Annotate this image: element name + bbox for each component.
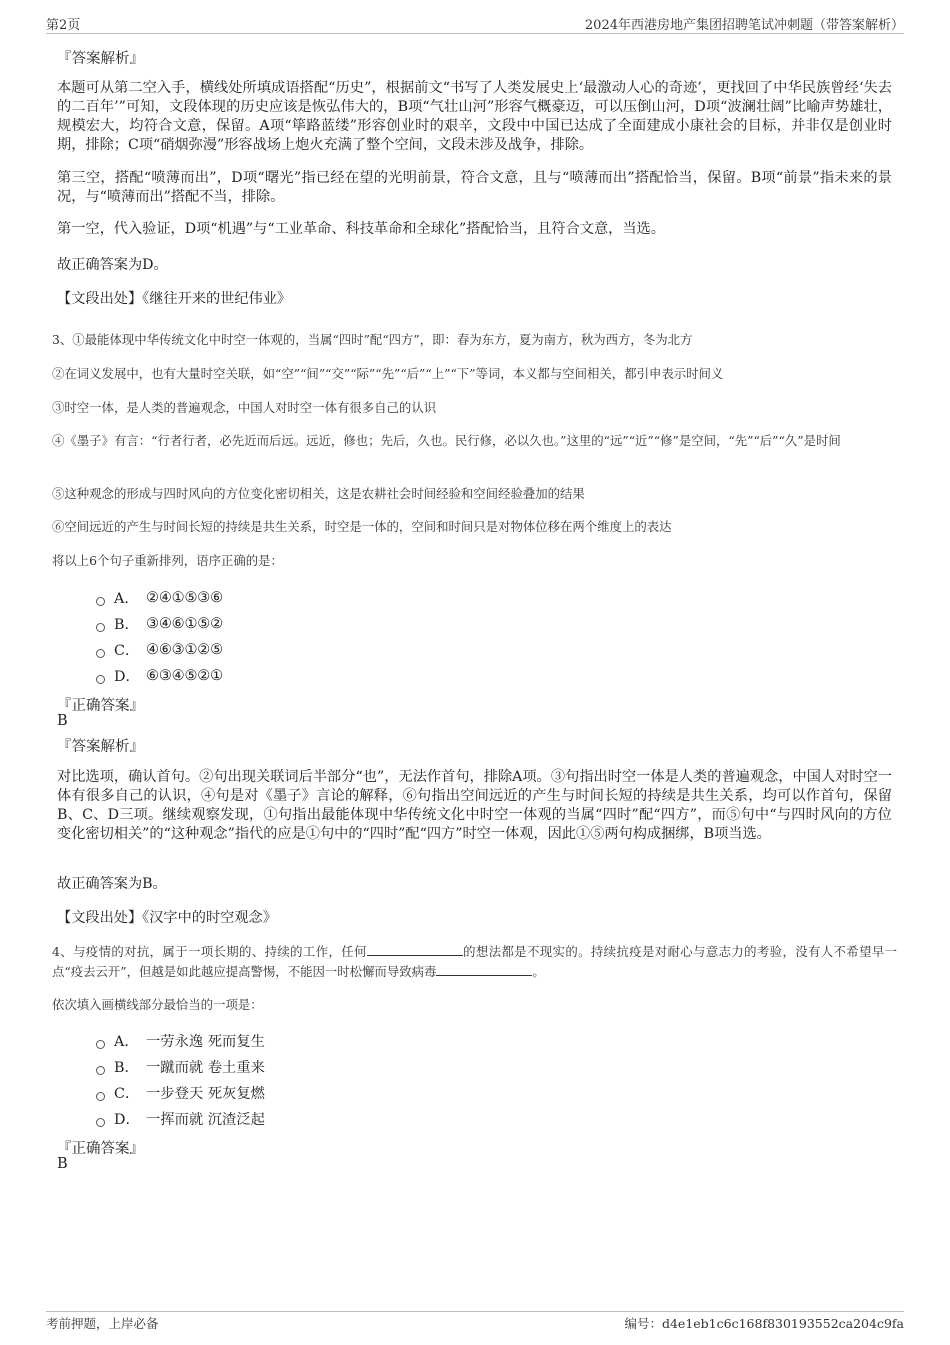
option-text: ⑥③④⑤②① <box>146 668 223 684</box>
correct-answer: B <box>57 713 68 729</box>
document-title: 2024年西港房地产集团招聘笔试冲刺题（带答案解析） <box>584 18 904 33</box>
option-text: ②④①⑤③⑥ <box>146 590 223 606</box>
option-b[interactable] <box>96 1056 265 1078</box>
option-c[interactable] <box>96 1082 265 1104</box>
option-a[interactable] <box>96 587 223 609</box>
radio-icon[interactable] <box>96 649 105 658</box>
fill-blank-1 <box>367 943 463 956</box>
option-text: 一步登天 死灰复燃 <box>146 1086 265 1102</box>
radio-icon[interactable] <box>96 623 105 632</box>
header-divider <box>46 33 904 34</box>
question-stem <box>52 942 897 982</box>
analysis-tag: 『答案解析』 <box>57 739 144 755</box>
option-letter: B． <box>114 1060 139 1076</box>
option-letter: C． <box>114 1086 140 1102</box>
document-code: 编号：d4e1eb1c6c168f830193552ca204c9fa <box>624 1316 904 1331</box>
correct-answer: B <box>57 1156 68 1172</box>
option-b[interactable] <box>96 613 223 635</box>
question-prompt: 依次填入画横线部分最恰当的一项是： <box>52 997 263 1012</box>
analysis-paragraph: 本题可从第二空入手，横线处所填成语搭配“历史”，根据前文“书写了人类发展史上‘最激动人心的奇迹’，更找回了中华民族曾经‘失去的二百年’”可知，文段体现的历史应该是恢弘伟大的，B项“气壮山河”形容气概豪迈，可以压倒山河，D项“波澜壮阔”比喻声势雄壮，规模宏大，均符合文意，保留。A项“筚路蓝缕”形容创业时的艰辛，文段中中国已达成了全面建成小康社会的目标，并非仅是创业时期，排除；C项“硝烟弥漫”形容战场上炮火充满了整个空间，文段未涉及战争，排除。 <box>57 80 892 153</box>
option-d[interactable] <box>96 1108 265 1130</box>
radio-icon[interactable] <box>96 1092 105 1101</box>
analysis-paragraph: 第三空，搭配“喷薄而出”，D项“曙光”指已经在望的光明前景，符合文意，且与“喷薄而出”搭配恰当，保留。B项“前景”指未来的景况，与“喷薄而出”搭配不当，排除。 <box>57 170 892 205</box>
radio-icon[interactable] <box>96 597 105 606</box>
option-a[interactable] <box>96 1030 265 1052</box>
option-letter: D． <box>114 669 140 685</box>
radio-icon[interactable] <box>96 1118 105 1127</box>
option-letter: B． <box>114 617 139 633</box>
analysis-tag: 『答案解析』 <box>57 51 144 67</box>
correct-answer-tag: 『正确答案』 <box>57 698 144 714</box>
question-stem: ⑥空间远近的产生与时间长短的持续是共生关系，时空是一体的，空间和时间只是对物体位移在两个维度上的表达 <box>52 519 672 534</box>
page-number: 第2页 <box>46 18 81 33</box>
answer-conclusion: 故正确答案为B。 <box>57 876 167 892</box>
text-source: 【文段出处】《继往开来的世纪伟业》 <box>57 291 292 307</box>
question-prompt: 将以上6个句子重新排列，语序正确的是： <box>52 553 283 568</box>
option-letter: D． <box>114 1112 140 1128</box>
option-text: 一挥而就 沉渣泛起 <box>146 1112 265 1128</box>
radio-icon[interactable] <box>96 675 105 684</box>
option-text: 一劳永逸 死而复生 <box>146 1034 265 1050</box>
question-stem: ②在词义发展中，也有大量时空关联，如“空”“间”“交”“际”“先”“后”“上”“下”等词，本义都与空间相关，都引申表示时间义 <box>52 366 724 381</box>
option-letter: C． <box>114 643 140 659</box>
analysis-paragraph: 对比选项，确认首句。②句出现关联词后半部分“也”，无法作首句，排除A项。③句指出时空一体是人类的普遍观念，中国人对时空一体有很多自己的认识，④句是对《墨子》言论的解释，⑥句指出空间远近的产生与时间长短的持续是共生关系，均可以作首句，保留B、C、D三项。继续观察发现，①句指出最能体现中华传统文化中时空一体观的当属“四时”配“四方”，而⑤句中“与四时风向的方位变化密切相关”的“这种观念”指代的应是①句中的“四时”配“四方”时空一体观，因此①⑤两句构成捆绑，B项当选。 <box>57 769 892 842</box>
option-text: ③④⑥①⑤② <box>146 616 223 632</box>
footer-slogan: 考前押题，上岸必备 <box>46 1316 159 1331</box>
option-text: ④⑥③①②⑤ <box>146 642 223 658</box>
option-text: 一蹴而就 卷土重来 <box>146 1060 265 1076</box>
question-stem: ⑤这种观念的形成与四时风向的方位变化密切相关，这是农耕社会时间经验和空间经验叠加的结果 <box>52 486 585 501</box>
stem-part: 4、与疫情的对抗，属于一项长期的、持续的工作，任何 <box>52 944 367 959</box>
option-letter: A． <box>114 591 139 607</box>
fill-blank-2 <box>436 963 532 976</box>
option-c[interactable] <box>96 639 223 661</box>
option-d[interactable] <box>96 665 223 687</box>
question-stem: 3、①最能体现中华传统文化中时空一体观的，当属“四时”配“四方”，即：春为东方，夏为南方，秋为西方，冬为北方 <box>52 332 693 347</box>
correct-answer-tag: 『正确答案』 <box>57 1141 144 1157</box>
analysis-paragraph: 第一空，代入验证，D项“机遇”与“工业革命、科技革命和全球化”搭配恰当，且符合文意，当选。 <box>57 221 665 237</box>
footer-divider <box>46 1311 904 1312</box>
radio-icon[interactable] <box>96 1040 105 1049</box>
option-letter: A． <box>114 1034 139 1050</box>
question-stem: ④《墨子》有言：“行者行者，必先近而后远。远近，修也；先后，久也。民行修，必以久也。”这里的“远”“近”“修”是空间，“先”“后”“久”是时间 <box>52 433 841 448</box>
text-source: 【文段出处】《汉字中的时空观念》 <box>57 910 277 926</box>
question-stem: ③时空一体，是人类的普遍观念，中国人对时空一体有很多自己的认识 <box>52 400 437 415</box>
radio-icon[interactable] <box>96 1066 105 1075</box>
stem-part: 。 <box>532 964 545 979</box>
answer-conclusion: 故正确答案为D。 <box>57 257 168 273</box>
stem-part: 的想法都是不现实的。持续抗疫是对耐心与意志力的考验，没有人不希望早一点“疫去云开”，但越是如此越应提高警惕，不能因一时松懈而导致病毒 <box>52 944 898 979</box>
